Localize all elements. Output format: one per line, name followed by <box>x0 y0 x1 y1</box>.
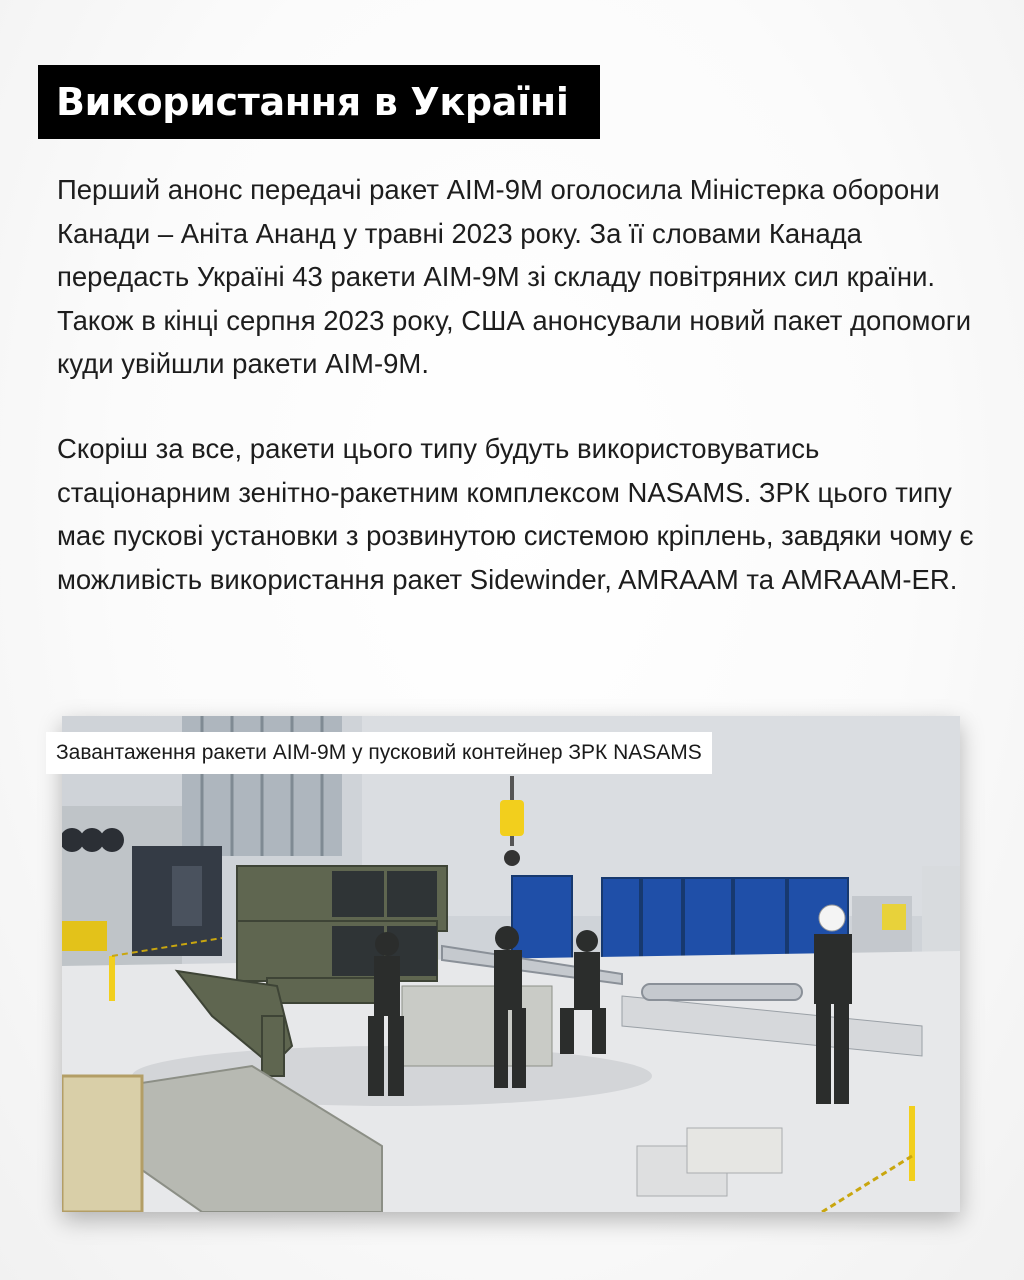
photo-caption: Завантаження ракети AIM-9M у пусковий контейнер ЗРК NASAMS <box>46 732 712 774</box>
paragraph-nasams: Скоріш за все, ракети цього типу будуть використовуватись стаціонарним зенітно-ракетним комплексом NASAMS. ЗРК цього типу має пускові установки з розвинутою системою кріплень, завдяки чому є можливість використання ракет Sidewinder, AMRAAM та AMRAAM-ER. <box>57 433 974 595</box>
page-title: Використання в Україні <box>38 65 600 139</box>
paragraph-intro: Перший анонс передачі ракет AIM-9M оголосила Міністерка оборони Канади – Аніта Ананд у травні 2023 року. За її словами Канада передасть Україні 43 ракети AIM-9M зі складу повітряних сил країни. Також в кінці серпня 2023 року, США анонсували новий пакет допомоги куди увійшли ракети AIM-9M. <box>57 174 972 379</box>
nasams-loading-photo <box>62 716 960 1212</box>
